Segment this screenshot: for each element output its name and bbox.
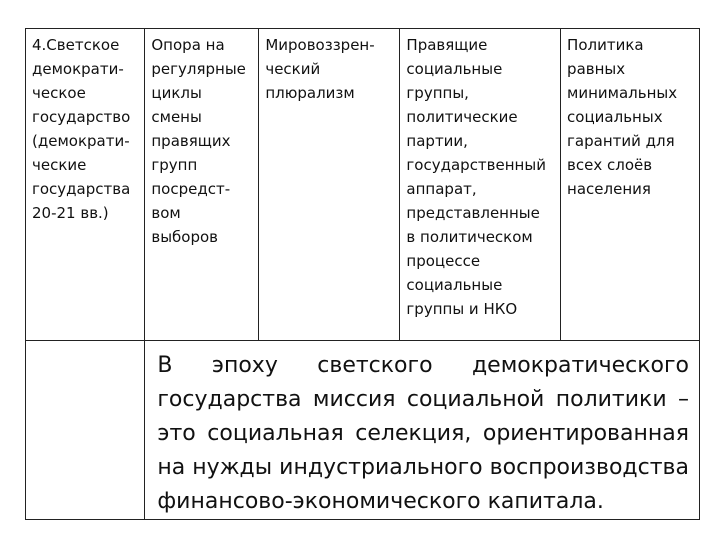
cell-state-type: 4.Светское демократи- ческое государство (демократи- ческие государства 20-21 вв.) [26, 29, 145, 341]
cell-power-basis: Опора на регулярные циклы смены правящих групп посредст- вом выборов [145, 29, 259, 341]
cell-worldview: Мировоззрен- ческий плюрализм [259, 29, 400, 341]
table-row-summary [26, 341, 700, 520]
table-row-state-type [26, 29, 700, 341]
document-table [25, 28, 700, 520]
cell-empty [26, 341, 145, 520]
cell-social-policy: Политика равных минимальных социальных гарантий для всех слоёв населения [561, 29, 700, 341]
cell-ruling-groups: Правящие социальные группы, политические партии, государственный аппарат, представленные в политическом процессе социальные группы и НКО [400, 29, 561, 341]
summary-text: В эпоху светского демократического государства миссия социальной политики – это социальная селекция, ориентированная на нужды индустриального воспроизводства финансово-экономического капитала. [145, 341, 700, 520]
